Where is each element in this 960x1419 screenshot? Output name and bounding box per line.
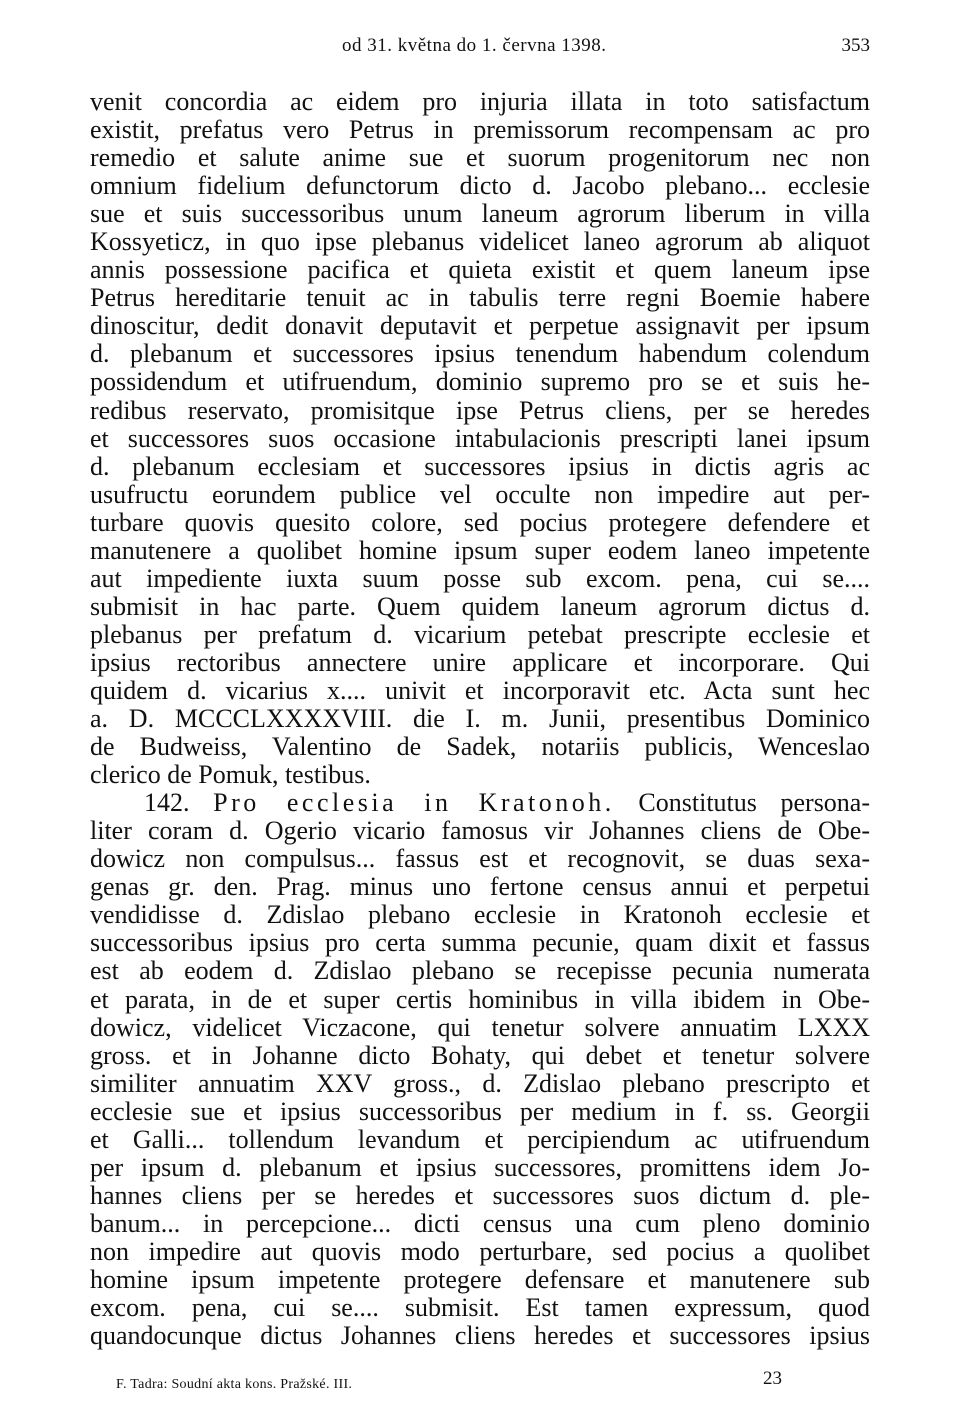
body-text [90,88,870,1350]
text-line: non impedire aut quovis modo perturbare, sed pocius a quolibet [90,1237,870,1266]
text-line: per ipsum d. plebanum et ipsius successores, promittens idem Jo- [90,1153,870,1182]
text-line: ipsius rectoribus annectere unire applicare et incorporare. Qui [90,648,870,677]
text-line: similiter annuatim XXV gross., d. Zdislao plebano prescripto et [90,1069,870,1098]
text-line: gross. et in Johanne dicto Bohaty, qui debet et tenetur solvere [90,1041,870,1070]
text-line: dinoscitur, dedit donavit deputavit et perpetue assignavit per ipsum [90,312,870,341]
text-line: plebanus per prefatum d. vicarium petebat prescripte ecclesie et [90,620,870,649]
text-line: vendidisse d. Zdislao plebano ecclesie in Kratonoh ecclesie et [90,901,870,930]
text-line: genas gr. den. Prag. minus uno fertone census annui et perpetui [90,873,870,902]
text-line: Petrus hereditarie tenuit ac in tabulis terre regni Boemie habere [90,284,870,313]
text-line: banum... in percepcione... dicti census una cum pleno dominio [90,1209,870,1238]
running-head [90,34,870,58]
text-line: possidendum et utifruendum, dominio supremo pro se et suis he- [90,368,870,397]
text-line: homine ipsum impetente protegere defensare et manutenere sub [90,1265,870,1294]
entry-number: 142. [144,789,190,818]
text-line: venit concordia ac eidem pro injuria illata in toto satisfactum [90,88,870,116]
text-line: d. plebanum ecclesiam et successores ipsius in dictis agris ac [90,452,870,481]
text-line: manutenere a quolibet homine ipsum super eodem laneo impetente [90,536,870,565]
text-line: de Budweiss, Valentino de Sadek, notariis publicis, Wenceslao [90,733,870,762]
text-line: aut impediente iuxta suum posse sub excom. pena, cui se.... [90,564,870,593]
text-line: sue et suis successoribus unum laneum agrorum liberum in villa [90,200,870,229]
text-line: Kossyeticz, in quo ipse plebanus videlicet laneo agrorum ab aliquot [90,228,870,257]
text-line: clerico de Pomuk, testibus. [90,761,371,790]
text-line: liter coram d. Ogerio vicario famosus vir Johannes cliens de Obe- [90,817,870,846]
text-line: et parata, in de et super certis hominibus in villa ibidem in Obe- [90,985,870,1014]
text-line: quandocunque dictus Johannes cliens heredes et successores ipsius [90,1322,870,1351]
page-number: 353 [841,35,870,56]
source-citation: F. Tadra: Soudní akta kons. Pražské. III. [116,1377,353,1392]
text-line: et Galli... tollendum levandum et percipiendum ac utifruendum [90,1125,870,1154]
text-line: annis possessione pacifica et quieta existit et quem laneum ipse [90,256,870,285]
text-line: a. D. MCCCLXXXXVIII. die I. m. Junii, presentibus Dominico [90,705,870,734]
running-title: od 31. května do 1. června 1398. [342,35,607,56]
text-line: dowicz non compulsus... fassus est et recognovit, se duas sexa- [90,845,870,874]
text-line: remedio et salute anime sue et suorum progenitorum nec non [90,144,870,173]
text-line: et successores suos occasione intabulacionis prescripti lanei ipsum [90,424,870,453]
text-line: omnium fidelium defunctorum dicto d. Jacobo plebano... ecclesie [90,172,870,201]
text-line: excom. pena, cui se.... submisit. Est tamen expressum, quod [90,1294,870,1323]
printer-signature: 23 [763,1368,782,1389]
text-line: quidem d. vicarius x.... univit et incorporavit etc. Acta sunt hec [90,676,870,705]
text-line: d. plebanum et successores ipsius tenendum habendum colendum [90,340,870,369]
entry-heading-line [90,789,870,817]
text-line: ecclesie sue et ipsius successoribus per medium in f. ss. Georgii [90,1097,870,1126]
text-line: turbare quovis quesito colore, sed pocius protegere defendere et [90,508,870,537]
text-line: usufructu eorundem publice vel occulte non impedire aut per- [90,480,870,509]
text-line: hannes cliens per se heredes et successores suos dictum d. ple- [90,1181,870,1210]
entry-text: Constitutus persona- [638,789,870,818]
text-line: existit, prefatus vero Petrus in premissorum recompensam ac pro [90,116,870,145]
page-footer [90,1368,870,1398]
text-line: est ab eodem d. Zdislao plebano se recepisse pecunia numerata [90,957,870,986]
text-line: redibus reservato, promisitque ipse Petrus cliens, per se heredes [90,396,870,425]
text-line: dowicz, videlicet Viczacone, qui tenetur solvere annuatim LXXX [90,1013,870,1042]
entry-heading: Pro ecclesia in Kratonoh. [213,789,615,818]
text-line: successoribus ipsius pro certa summa pecunie, quam dixit et fassus [90,929,870,958]
text-line: submisit in hac parte. Quem quidem laneum agrorum dictus d. [90,592,870,621]
